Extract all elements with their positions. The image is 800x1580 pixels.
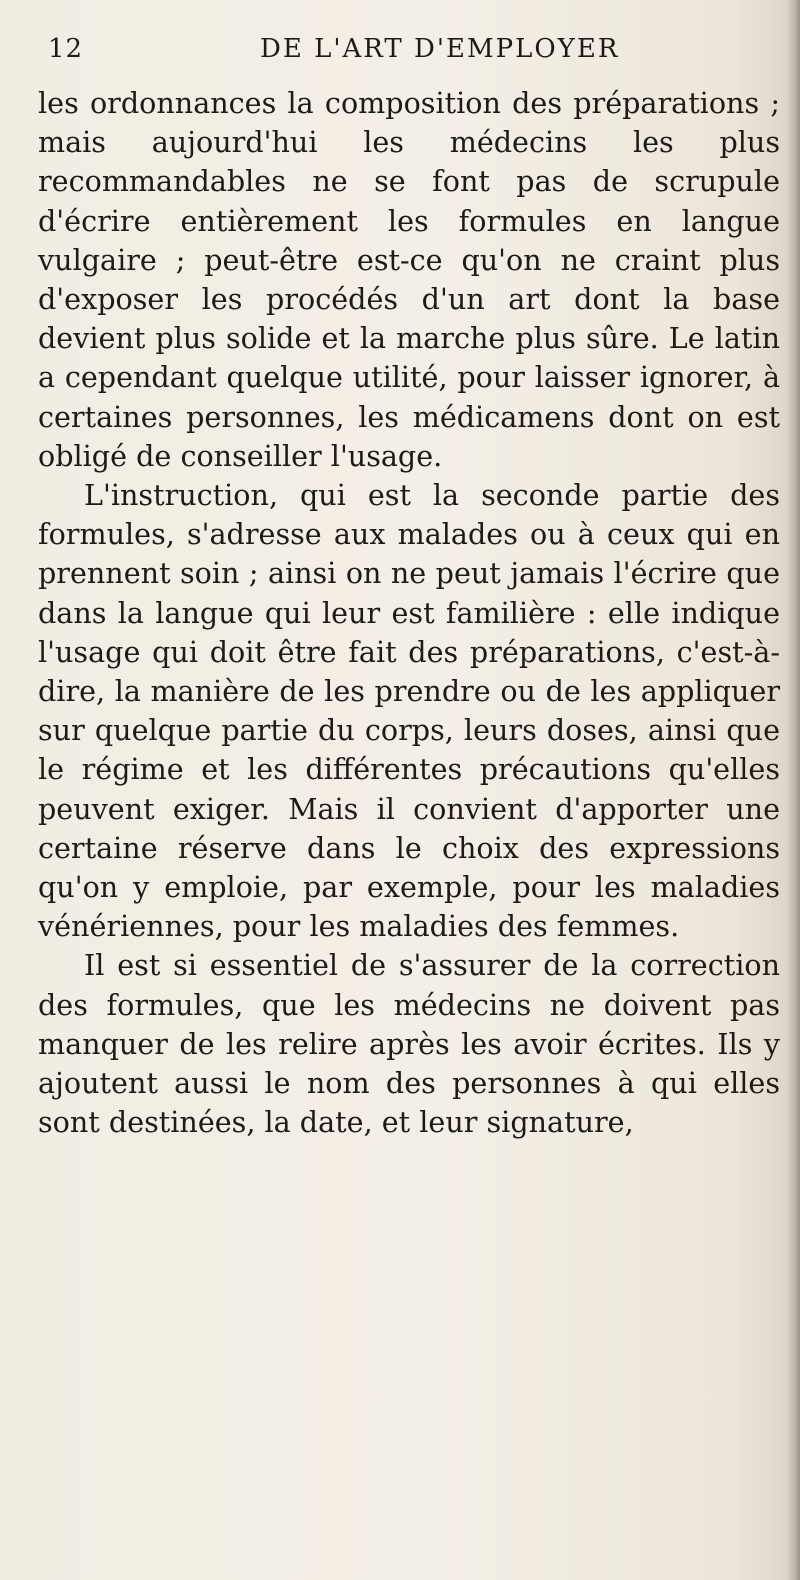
page-header [48,28,768,78]
body-text [38,84,780,1142]
running-head: DE L'ART D'EMPLOYER [260,34,620,64]
paragraph-3: Il est si essentiel de s'assurer de la correction des formules, que les médecins ne doivent pas manquer de les relire après les avoir écrites. Ils y ajoutent aussi le nom des personnes à qui elles sont destinées, la date, et leur signature, [38,948,780,1140]
page-edge-shadow [786,0,800,1580]
paragraph-1: les ordonnances la composition des préparations ; mais aujourd'hui les médecins les plus recommandables ne se font pas de scrupule d'écrire entièrement les formules en langue vulgaire ; peut-être est-ce qu'on ne craint plus d'exposer les procédés d'un art dont la base devient plus solide et la marche plus sûre. Le latin a cependant quelque utilité, pour laisser ignorer, à certaines personnes, les médicamens dont on est obligé de conseiller l'usage. [38,86,780,473]
page-number: 12 [48,34,84,64]
paragraph-2: L'instruction, qui est la seconde partie des formules, s'adresse aux malades ou à ceux qui en prennent soin ; ainsi on ne peut jamais l'écrire que dans la langue qui leur est familière : elle indique l'usage qui doit être fait des préparations, c'est-à-dire, la manière de les prendre ou de les appliquer sur quelque partie du corps, leurs doses, ainsi que le régime et les différentes précautions qu'elles peuvent exiger. Mais il convient d'apporter une certaine réserve dans le choix des expressions qu'on y emploie, par exemple, pour les maladies vénériennes, pour les maladies des femmes. [38,478,780,944]
